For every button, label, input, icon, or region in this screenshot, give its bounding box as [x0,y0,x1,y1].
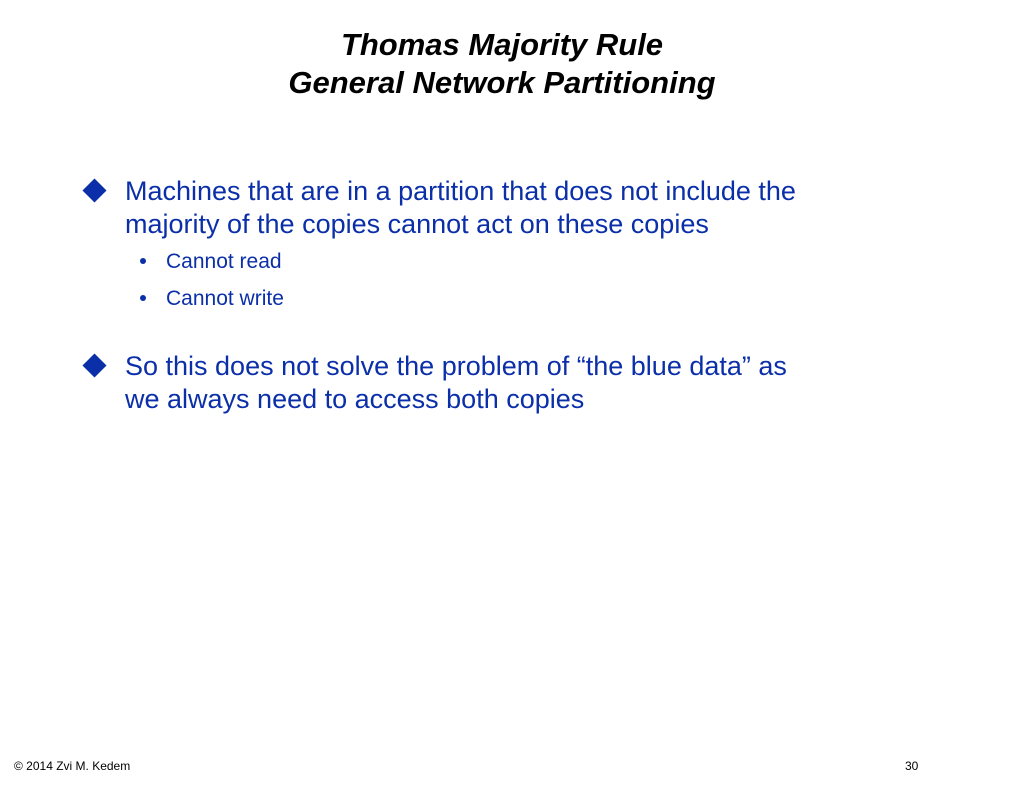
footer-copyright: © 2014 Zvi M. Kedem [14,759,131,773]
bullet-2-line-1: So this does not solve the problem of “the blue data” as [125,351,787,381]
sub-bullet-text: Cannot write [166,287,284,310]
bullet-item-2 [84,350,944,416]
bullet-item-1 [84,175,944,312]
dot-bullet-icon [140,295,146,301]
sub-bullet-text: Cannot read [166,250,282,273]
bullet-list [84,175,944,454]
sub-bullet-item-2 [125,286,944,312]
dot-bullet-icon [140,258,146,264]
title-line-1: Thomas Majority Rule [340,27,664,62]
bullet-1-line-2: majority of the copies cannot act on these copies [125,209,709,239]
title-line-2: General Network Partitioning [288,65,716,100]
sub-bullet-list [125,249,944,312]
footer-page-number: 30 [905,759,919,773]
bullet-1-line-1: Machines that are in a partition that does not include the [125,176,796,206]
slide-title [0,26,1004,102]
bullet-2-line-2: we always need to access both copies [125,384,585,414]
diamond-bullet-icon [82,353,106,377]
sub-bullet-item-1 [125,249,944,275]
diamond-bullet-icon [82,178,106,202]
